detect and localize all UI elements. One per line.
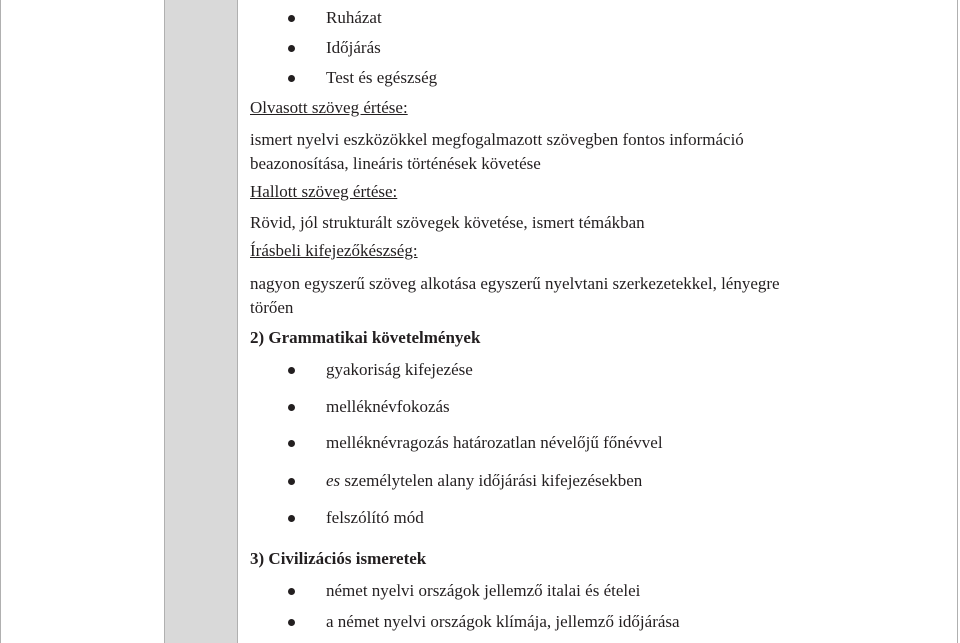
reading-text-line: ismert nyelvi eszközökkel megfogalmazott szövegben fontos információ xyxy=(250,130,744,149)
bullet-icon xyxy=(288,588,295,595)
list-item: Test és egészség xyxy=(326,68,438,87)
bullet-icon xyxy=(288,45,295,52)
grammar-heading: 2) Grammatikai követelmények xyxy=(250,328,481,347)
bullet-icon xyxy=(288,440,295,447)
list-item: melléknévragozás határozatlan névelőjű főnévvel xyxy=(326,433,663,452)
list-item: német nyelvi országok jellemző italai és ételei xyxy=(326,581,641,600)
writing-text-line: nagyon egyszerű szöveg alkotása egyszerű nyelvtani szerkezetekkel, lényegre xyxy=(250,274,780,293)
bullet-icon xyxy=(288,367,295,374)
list-item: a német nyelvi országok klímája, jellemző időjárása xyxy=(326,612,680,631)
bullet-icon xyxy=(288,619,295,626)
list-item: Időjárás xyxy=(326,38,381,57)
list-item: Ruházat xyxy=(326,8,382,27)
list-item: felszólító mód xyxy=(326,508,424,527)
listening-heading: Hallott szöveg értése: xyxy=(250,182,398,201)
bullet-icon xyxy=(288,478,295,485)
writing-text-line: törően xyxy=(250,298,294,317)
list-item-text: személytelen alany időjárási kifejezésekben xyxy=(340,471,643,490)
reading-text-line: beazonosítása, lineáris történések követése xyxy=(250,154,541,173)
bullet-icon xyxy=(288,404,295,411)
writing-heading: Írásbeli kifejezőkészség: xyxy=(250,241,418,260)
reading-heading: Olvasott szöveg értése: xyxy=(250,98,408,117)
table-right-border xyxy=(957,0,958,643)
civilization-heading: 3) Civilizációs ismeretek xyxy=(250,549,427,568)
table-column-left xyxy=(0,0,165,643)
bullet-icon xyxy=(288,515,295,522)
list-item: gyakoriság kifejezése xyxy=(326,360,473,379)
list-item xyxy=(326,470,642,492)
listening-text-line: Rövid, jól strukturált szövegek követése, ismert témákban xyxy=(250,213,645,232)
bullet-icon xyxy=(288,75,295,82)
table-column-shaded xyxy=(165,0,238,643)
italic-word: es xyxy=(326,471,341,490)
list-item: melléknévfokozás xyxy=(326,397,450,416)
bullet-icon xyxy=(288,15,295,22)
